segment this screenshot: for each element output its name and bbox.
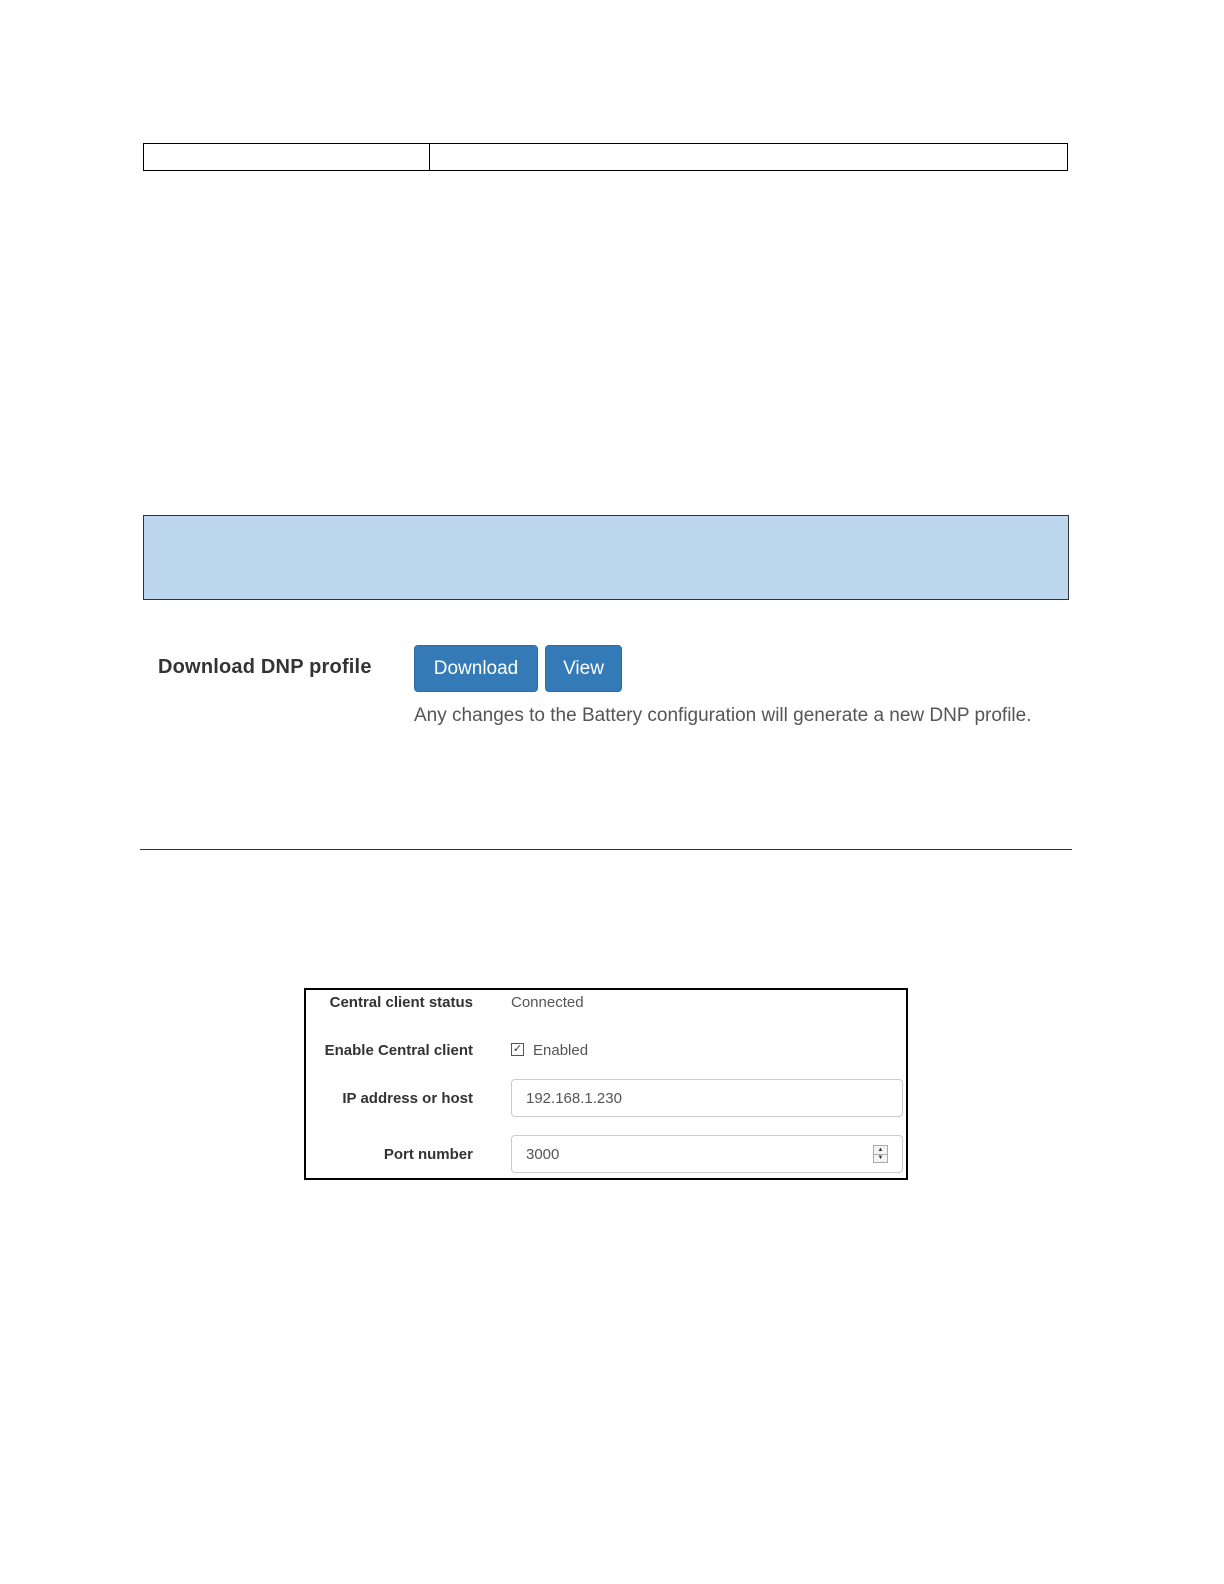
central-client-panel [304, 988, 908, 1180]
increment-icon[interactable]: ▲ [877, 1146, 884, 1153]
enable-central-client-value: Enabled [533, 1042, 589, 1059]
port-number-label: Port number [383, 1146, 473, 1163]
view-button[interactable]: View [545, 645, 622, 692]
port-number-value: 3000 [526, 1145, 560, 1163]
header-table [143, 143, 1068, 171]
port-number-stepper[interactable] [873, 1145, 888, 1163]
ip-address-input[interactable] [511, 1079, 903, 1117]
decrement-icon[interactable]: ▼ [874, 1154, 887, 1163]
dnp-profile-label: Download DNP profile [158, 656, 372, 678]
central-client-status-label: Central client status [329, 994, 473, 1011]
checkmark-icon: ✓ [512, 1043, 523, 1055]
central-client-status-value: Connected [511, 994, 584, 1011]
ip-address-label: IP address or host [342, 1090, 473, 1107]
header-table-cell-right [430, 144, 1067, 170]
header-table-cell-left [144, 144, 430, 170]
dnp-help-text: Any changes to the Battery configuration will generate a new DNP profile. [414, 705, 1032, 726]
enable-central-client-checkbox[interactable] [511, 1043, 524, 1056]
highlight-band [143, 515, 1069, 600]
enable-central-client-label: Enable Central client [324, 1042, 473, 1059]
section-divider [140, 849, 1072, 850]
ip-address-value: 192.168.1.230 [526, 1089, 622, 1107]
download-button[interactable]: Download [414, 645, 538, 692]
port-number-input[interactable] [511, 1135, 903, 1173]
